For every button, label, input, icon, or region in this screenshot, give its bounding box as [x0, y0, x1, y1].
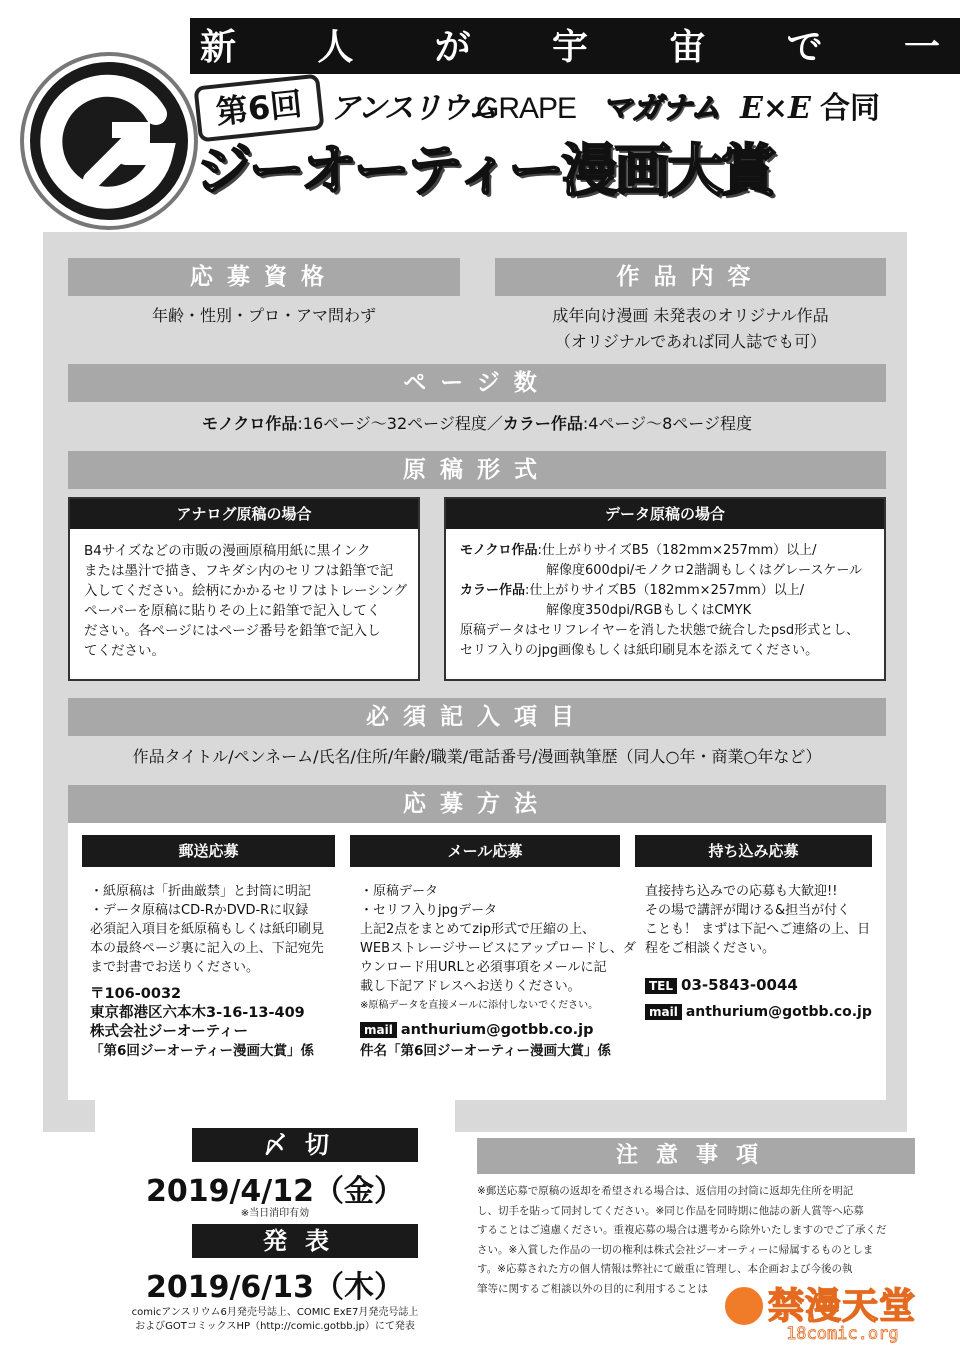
- analog-line: てください。: [84, 643, 165, 659]
- mail-method-line: ・紙原稿は「折曲厳禁」と封筒に明記: [90, 884, 312, 899]
- notes-line: し、切手を貼って同封してください。※同じ作品を同時期に他誌の新人賞等へ応募: [477, 1204, 864, 1217]
- brand-magnum: マガナム: [602, 91, 721, 126]
- notes-line: することはご遠慮ください。重複応募の場合は選考から除外いたしますのでご了承くだ: [477, 1224, 887, 1237]
- watermark-text: 禁漫天堂: [768, 1286, 917, 1327]
- watermark-logo-icon: [722, 1284, 766, 1328]
- brand-anthurium: アンスリウム: [330, 91, 496, 126]
- email-method-line: 載し下記アドレスへお送りください。: [360, 979, 581, 994]
- email-method-body: [360, 882, 636, 1061]
- email-method-line: 上記2点をまとめてzip形式で圧縮の上、: [360, 922, 595, 937]
- pages-mono-text: :16ページ〜32ページ程度／: [297, 414, 503, 433]
- brand-exe: E×E: [740, 91, 811, 126]
- digital-line-4: セリフ入りのjpg画像もしくは紙印刷見本を添えてください。: [460, 643, 819, 658]
- analog-format-body: [70, 529, 418, 671]
- phone-number[interactable]: 03-5843-0044: [681, 976, 798, 994]
- email-method-line: WEBストレージサービスにアップロードし、ダ: [360, 941, 636, 956]
- pages-heading: ページ数: [68, 364, 886, 402]
- pages-color-text: :4ページ〜8ページ程度: [582, 414, 752, 433]
- phone-icon: TEL: [645, 978, 677, 994]
- mail-method-line: ・データ原稿はCD-RかDVD-Rに収録: [90, 903, 309, 918]
- mail-method-line: 必須記入項目を紙原稿もしくは紙印刷見: [90, 922, 325, 937]
- analog-format-title: アナログ原稿の場合: [70, 499, 418, 529]
- analog-line: または墨汁で描き、フキダシ内のセリフは鉛筆で記: [84, 563, 394, 579]
- format-heading: 原稿形式: [68, 451, 886, 489]
- notes-line: ※郵送応募で原稿の返却を希望される場合は、返信用の封筒に返却先住所を明記: [477, 1185, 854, 1197]
- announce-date: 2019/6/13（木）: [145, 1270, 405, 1305]
- mail-method-title: 郵送応募: [82, 835, 335, 867]
- digital-mono-line-2: 解像度600dpi/モノクロ2諧調もしくはグレースケール: [546, 563, 863, 578]
- watermark-url: 18comic.org: [786, 1324, 899, 1344]
- eligibility-heading: 応募資格: [68, 258, 460, 296]
- notes-line: す。※応募された方の個人情報は弊社にて厳重に管理し、本企画および今後の執: [477, 1263, 853, 1276]
- bring-method-body: [645, 882, 880, 1022]
- notes-heading: 注意事項: [477, 1138, 915, 1174]
- required-heading: 必須記入項目: [68, 698, 886, 736]
- digital-format-title: データ原稿の場合: [446, 499, 884, 529]
- digital-color-line-1: :仕上がりサイズB5（182mm×257mm）以上/: [525, 583, 805, 598]
- mail-method-line: まで封書でお送りください。: [90, 960, 260, 975]
- brand-grape: GRAPE: [476, 92, 577, 125]
- brand-logos: [330, 84, 930, 134]
- email-method-note: ※原稿データを直接メールに添付しないでください。: [360, 1000, 599, 1011]
- tagline-char: 一: [903, 26, 940, 68]
- email-address[interactable]: anthurium@gotbb.co.jp: [400, 1022, 594, 1038]
- email-method-line: ・セリフ入りjpgデータ: [360, 903, 498, 918]
- notes-line: 筆等に関するご相談以外の目的に利用することは: [477, 1282, 708, 1295]
- digital-mono-line-1: :仕上がりサイズB5（182mm×257mm）以上/: [537, 543, 817, 558]
- analog-format-box: [68, 497, 420, 681]
- email-method-line: ・原稿データ: [360, 884, 439, 899]
- email-method-title: メール応募: [350, 835, 620, 867]
- mail-icon: mail: [360, 1022, 397, 1038]
- round-badge: 第6回: [193, 74, 324, 143]
- digital-color-line-2: 解像度350dpi/RGBもしくはCMYK: [546, 603, 752, 618]
- mail-method-body: [90, 882, 340, 1061]
- deadline-heading: 〆切: [192, 1128, 418, 1162]
- tagline-char: 人: [317, 26, 354, 68]
- mail-method-line: 本の最終ページ裏に記入の上、下記宛先: [90, 941, 324, 956]
- bring-method-line: 程をご相談ください。: [645, 941, 776, 956]
- mail-icon: mail: [645, 1004, 682, 1020]
- deadline-date: 2019/4/12（金）: [145, 1174, 405, 1209]
- postal-address: 東京都港区六本木3-16-13-409: [90, 1005, 305, 1021]
- email-method-line: ウンロード用URLと必須事項をメールに記: [360, 960, 607, 975]
- g-logo-icon: [24, 56, 194, 226]
- digital-color-label: カラー作品: [460, 583, 526, 598]
- digital-format-box: [444, 497, 886, 681]
- digital-line-3: 原稿データはセリフレイヤーを消した状態で統合したpsd形式とし、: [460, 623, 860, 638]
- main-title: ジーオーティー漫画大賞: [196, 139, 774, 204]
- content-heading: 作品内容: [495, 258, 886, 296]
- postal-code: 〒106-0032: [90, 986, 182, 1002]
- bring-method-line: ことも！ まずは下記へご連絡の上、日: [645, 922, 871, 937]
- pages-color-label: カラー作品: [502, 414, 583, 433]
- analog-line: 入してください。絵柄にかかるセリフはトレーシング: [84, 583, 408, 599]
- analog-line: ださい。各ページにはページ番号を鉛筆で記入し: [84, 623, 381, 639]
- tagline-char: で: [786, 26, 823, 68]
- postal-company: 株式会社ジーオーティー: [90, 1024, 249, 1040]
- bring-email[interactable]: anthurium@gotbb.co.jp: [685, 1004, 872, 1020]
- pages-text: [68, 411, 886, 434]
- analog-line: B4サイズなどの市販の漫画原稿用紙に黒インク: [84, 543, 371, 559]
- tagline: [200, 25, 940, 69]
- tagline-char: 宙: [669, 26, 706, 68]
- digital-format-body: [446, 529, 884, 671]
- required-text: 作品タイトル/ペンネーム/氏名/住所/年齢/職業/電話番号/漫画執筆歴（同人○年・商業○年など）: [132, 747, 822, 766]
- email-subject: 件名「第6回ジーオーティー漫画大賞」係: [360, 1043, 612, 1059]
- content-line-2: （オリジナルであれば同人誌でも可）: [554, 332, 827, 351]
- brand-joint: 合同: [820, 91, 880, 126]
- watermark: [722, 1276, 922, 1348]
- pages-mono-label: モノクロ作品: [202, 414, 298, 433]
- digital-mono-label: モノクロ作品: [460, 543, 538, 558]
- analog-line: ペーパーを原稿に貼りその上に鉛筆で記入してく: [84, 603, 381, 619]
- bring-method-title: 持ち込み応募: [635, 835, 872, 867]
- method-heading: 応募方法: [68, 785, 886, 823]
- tagline-char: が: [434, 26, 471, 68]
- postal-attn: 「第6回ジーオーティー漫画大賞」係: [90, 1043, 315, 1059]
- bring-method-line: その場で講評が聞ける&担当が付く: [645, 903, 851, 918]
- announce-line-2: およびGOTコミックスHP（http://comic.gotbb.jp）にて発表: [135, 1321, 415, 1332]
- tagline-char: 新: [200, 26, 237, 68]
- bring-method-line: 直接持ち込みでの応募も大歓迎!!: [645, 884, 838, 899]
- content-line-1: 成年向け漫画 未発表のオリジナル作品: [552, 306, 829, 325]
- announce-heading: 発表: [192, 1224, 418, 1258]
- announce-line-1: comicアンスリウム6月発売号誌上、COMIC ExE7月発売号誌上: [131, 1307, 419, 1318]
- tagline-char: 宇: [551, 26, 588, 68]
- eligibility-text: 年齢・性別・プロ・アマ問わず: [151, 306, 376, 325]
- deadline-note: ※当日消印有効: [240, 1208, 310, 1219]
- notes-line: さい。※入賞した作品の一切の権利は株式会社ジーオーティーに帰属するものとしま: [477, 1243, 874, 1256]
